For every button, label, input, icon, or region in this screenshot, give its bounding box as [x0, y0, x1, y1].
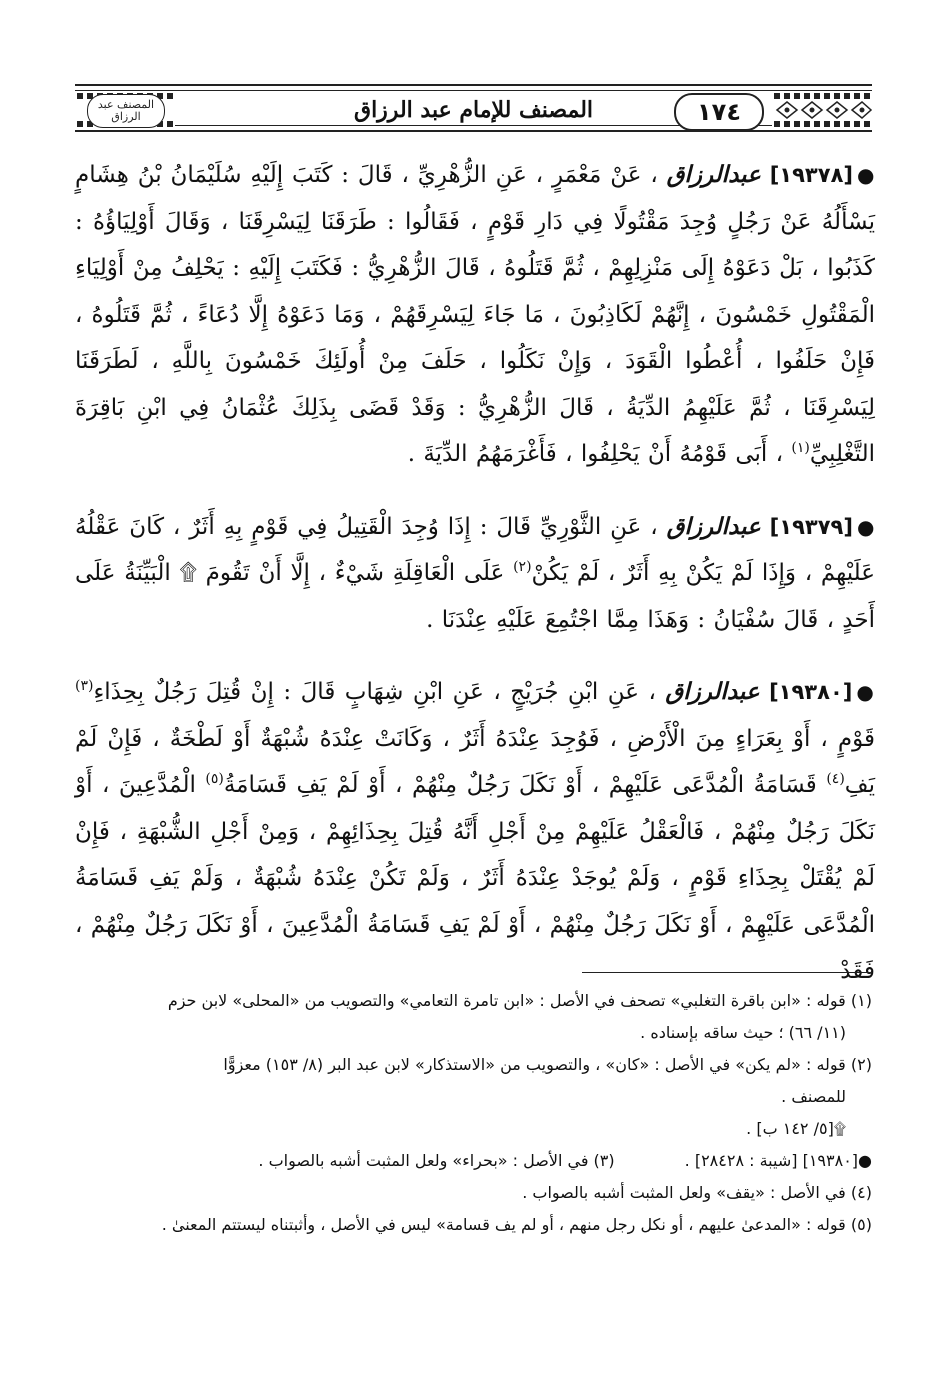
hadith-19378 [75, 152, 875, 478]
hadith-text-continued: عَلَى الْعَاقِلَةِ شَيْءٌ ، إِلَّا أَنْ تَقُومَ ۩ الْبَيِّنَةُ عَلَى أَحَدٍ ، قَالَ سُفْيَانُ : وَهَذَا مِمَّا اجْتُمِعَ عَلَيْهِ عِنْدَنَا . [75, 560, 875, 633]
footnotes [75, 985, 872, 1241]
footnote-1-continued: (١١/ ٦٦) ؛ حيث ساقه بإسناده . [640, 1023, 846, 1042]
hadith-text-continued: الْمُدَّعِينَ ، أَوْ نَكَلَ رَجُلٌ مِنْهُمْ ، فَالْعَقْلُ عَلَيْهِمْ مِنْ أَجْلِ أَنَّهُ قُتِلَ بِحِذَائِهِمْ ، وَمِنْ أَجْلِ الشُّبْهَةِ ، فَإِنْ لَمْ يُقْتَلْ بِحِذَاءِ قَوْمٍ ، وَلَمْ يُوجَدْ عِنْدَهُ أَثَرٌ ، وَلَمْ تَكُنْ عِنْدَهُ شُبْهَةٌ ، وَلَمْ يَفِ قَسَامَةُ الْمُدَّعَى عَلَيْهِمْ ، أَوْ نَكَلَ رَجُلٌ مِنْهُمْ ، أَوْ لَمْ يَفِ قَسَامَةُ الْمُدَّعِينَ ، أَوْ نَكَلَ رَجُلٌ مِنْهُمْ ، فَقَدْ [75, 772, 875, 984]
hadith-number: [١٩٣٧٨] [769, 163, 853, 187]
cross-reference-text: [١٩٣٨٠] [شيبة : ٢٨٤٢٨] . [684, 1151, 859, 1170]
footnote-row [75, 1145, 872, 1177]
footnote-4: (٤) في الأصل : «يقف» ولعل المثبت أشبه بالصواب . [522, 1183, 872, 1202]
hadith-author: عبدالرزاق [665, 678, 760, 705]
hadith-19379 [75, 504, 875, 644]
footnote-marker: (٥) [205, 771, 224, 787]
header-frame [75, 90, 872, 126]
bullet-icon: ● [857, 163, 876, 187]
bullet-icon: ● [856, 514, 876, 539]
main-text [75, 152, 875, 1021]
footnote-marker: (٢) [513, 559, 532, 575]
footnote-marker: (٣) [75, 678, 94, 694]
footnote-1: (١) قوله : «ابن باقرة التغلبي» تصحف في الأصل : «ابن تامرة التعامي» والتصويب من «المحلى» لابن حزم [167, 991, 872, 1010]
hadith-text: ، عَنِ ابْنِ جُرَيْجٍ ، عَنِ ابْنِ شِهَابٍ قَالَ : إِنْ قُتِلَ رَجُلٌ بِحِذَاءِ [93, 679, 656, 705]
bullet-icon: ● [856, 680, 876, 704]
hadith-text: ، عَنْ مَعْمَرٍ ، عَنِ الزُّهْرِيِّ ، قَالَ : كَتَبَ إِلَيْهِ سُلَيْمَانُ بْنُ هِشَامٍ يَسْأَلُهُ عَنْ رَجُلٍ وُجِدَ مَقْتُولًا فِي دَارِ قَوْمٍ ، فَقَالُوا : طَرَقَنَا لِيَسْرِقَنَا ، وَقَالَ أَوْلِيَاؤُهُ : كَذَبُوا ، بَلْ دَعَوْهُ إِلَى مَنْزِلِهِمْ ، ثُمَّ قَتَلُوهُ ، قَالَ الزُّهْرِيُّ : فَكَتَبَ إِلَيْهِ : يَحْلِفُ مِنْ أَوْلِيَاءِ الْمَقْتُولِ خَمْسُونَ ، إِنَّهُمْ لَكَاذِبُونَ ، مَا جَاءَ لِيَسْرِقَهُمْ ، وَمَا دَعَوْهُ إِلَّا دُعَاءً ، ثُمَّ قَتَلُوهُ ، فَإِنْ حَلَفُوا ، أُعْطُوا الْقَوَدَ ، وَإِنْ نَكَلُوا ، حَلَفَ مِنْ أُولَئِكَ خَمْسُونَ بِاللَّهِ ، لَطَرَقَنَا لِيَسْرِقَنَا ، ثُمَّ عَلَيْهِمُ الدِّيَةُ ، قَالَ الزُّهْرِيُّ : وَقَدْ قَضَى بِذَلِكَ عُثْمَانُ فِي ابْنِ بَاقِرَةَ التَّغْلِبِيِّ [75, 162, 875, 467]
hadith-author: عبدالرزاق [666, 512, 761, 540]
page-number: ١٧٤ [674, 93, 764, 131]
hadith-number: [١٩٣٧٩] [769, 514, 853, 539]
ornament-right [772, 91, 872, 129]
manuscript-reference: ۩[٥/ ١٤٢ ب] . [746, 1119, 846, 1138]
hadith-number: [١٩٣٨٠] [769, 680, 853, 704]
hadith-text-continued: قَسَامَةُ الْمُدَّعَى عَلَيْهِمْ ، أَوْ نَكَلَ رَجُلٌ مِنْهُمْ ، أَوْ لَمْ يَفِ قَسَامَةُ [223, 772, 817, 798]
book-logo-seal: المصنف عبد الرزاق [87, 94, 165, 128]
cross-reference [685, 1145, 872, 1177]
hadith-author: عبدالرزاق [666, 161, 761, 188]
bullet-icon: ● [858, 1151, 872, 1170]
ornament-left [75, 91, 175, 129]
footnote-2-continued: للمصنف . [781, 1087, 846, 1106]
page-header [75, 84, 872, 132]
footnote-marker: (٤) [826, 771, 845, 787]
hadith-19380 [75, 669, 875, 995]
hadith-text-continued: ، أَبَى قَوْمُهُ أَنْ يَحْلِفُوا ، فَأَغْرَمَهُمُ الدِّيَةَ . [407, 441, 784, 467]
hadith-text-continued: قَوْمٍ ، أَوْ بِعَرَاءٍ مِنَ الْأَرْضِ ، فَوُجِدَ عِنْدَهُ أَثَرٌ ، وَكَانَتْ عِنْدَهُ شُبْهَةٌ أَوْ لَطْخَةٌ ، فَإِنْ لَمْ يَفِ [75, 725, 875, 798]
footnote-separator [582, 972, 872, 973]
footnote-5: (٥) قوله : «المدعىٰ عليهم ، أو نكل رجل منهم ، أو لم يف قسامة» ليس في الأصل ، وأثبتناه ليستتم المعنىٰ . [161, 1215, 872, 1234]
footnote-3: (٣) في الأصل : «بحراء» ولعل المثبت أشبه بالصواب . [258, 1151, 615, 1170]
footnote-2: (٢) قوله : «لم يكن» في الأصل : «كان» ، والتصويب من «الاستذكار» لابن عبد البر (٨/ ١٥٣) معزوًّا [223, 1055, 872, 1074]
book-title: المصنف للإمام عبد الرزاق [354, 97, 594, 123]
footnote-marker: (١) [791, 440, 810, 456]
hadith-text: ، عَنِ الثَّوْرِيِّ قَالَ : إِذَا وُجِدَ الْقَتِيلُ فِي قَوْمٍ بِهِ أَثَرٌ ، كَانَ عَقْلُهُ عَلَيْهِمْ ، وَإِذَا لَمْ يَكُنْ بِهِ أَثَرٌ ، لَمْ يَكُنْ [75, 513, 876, 586]
